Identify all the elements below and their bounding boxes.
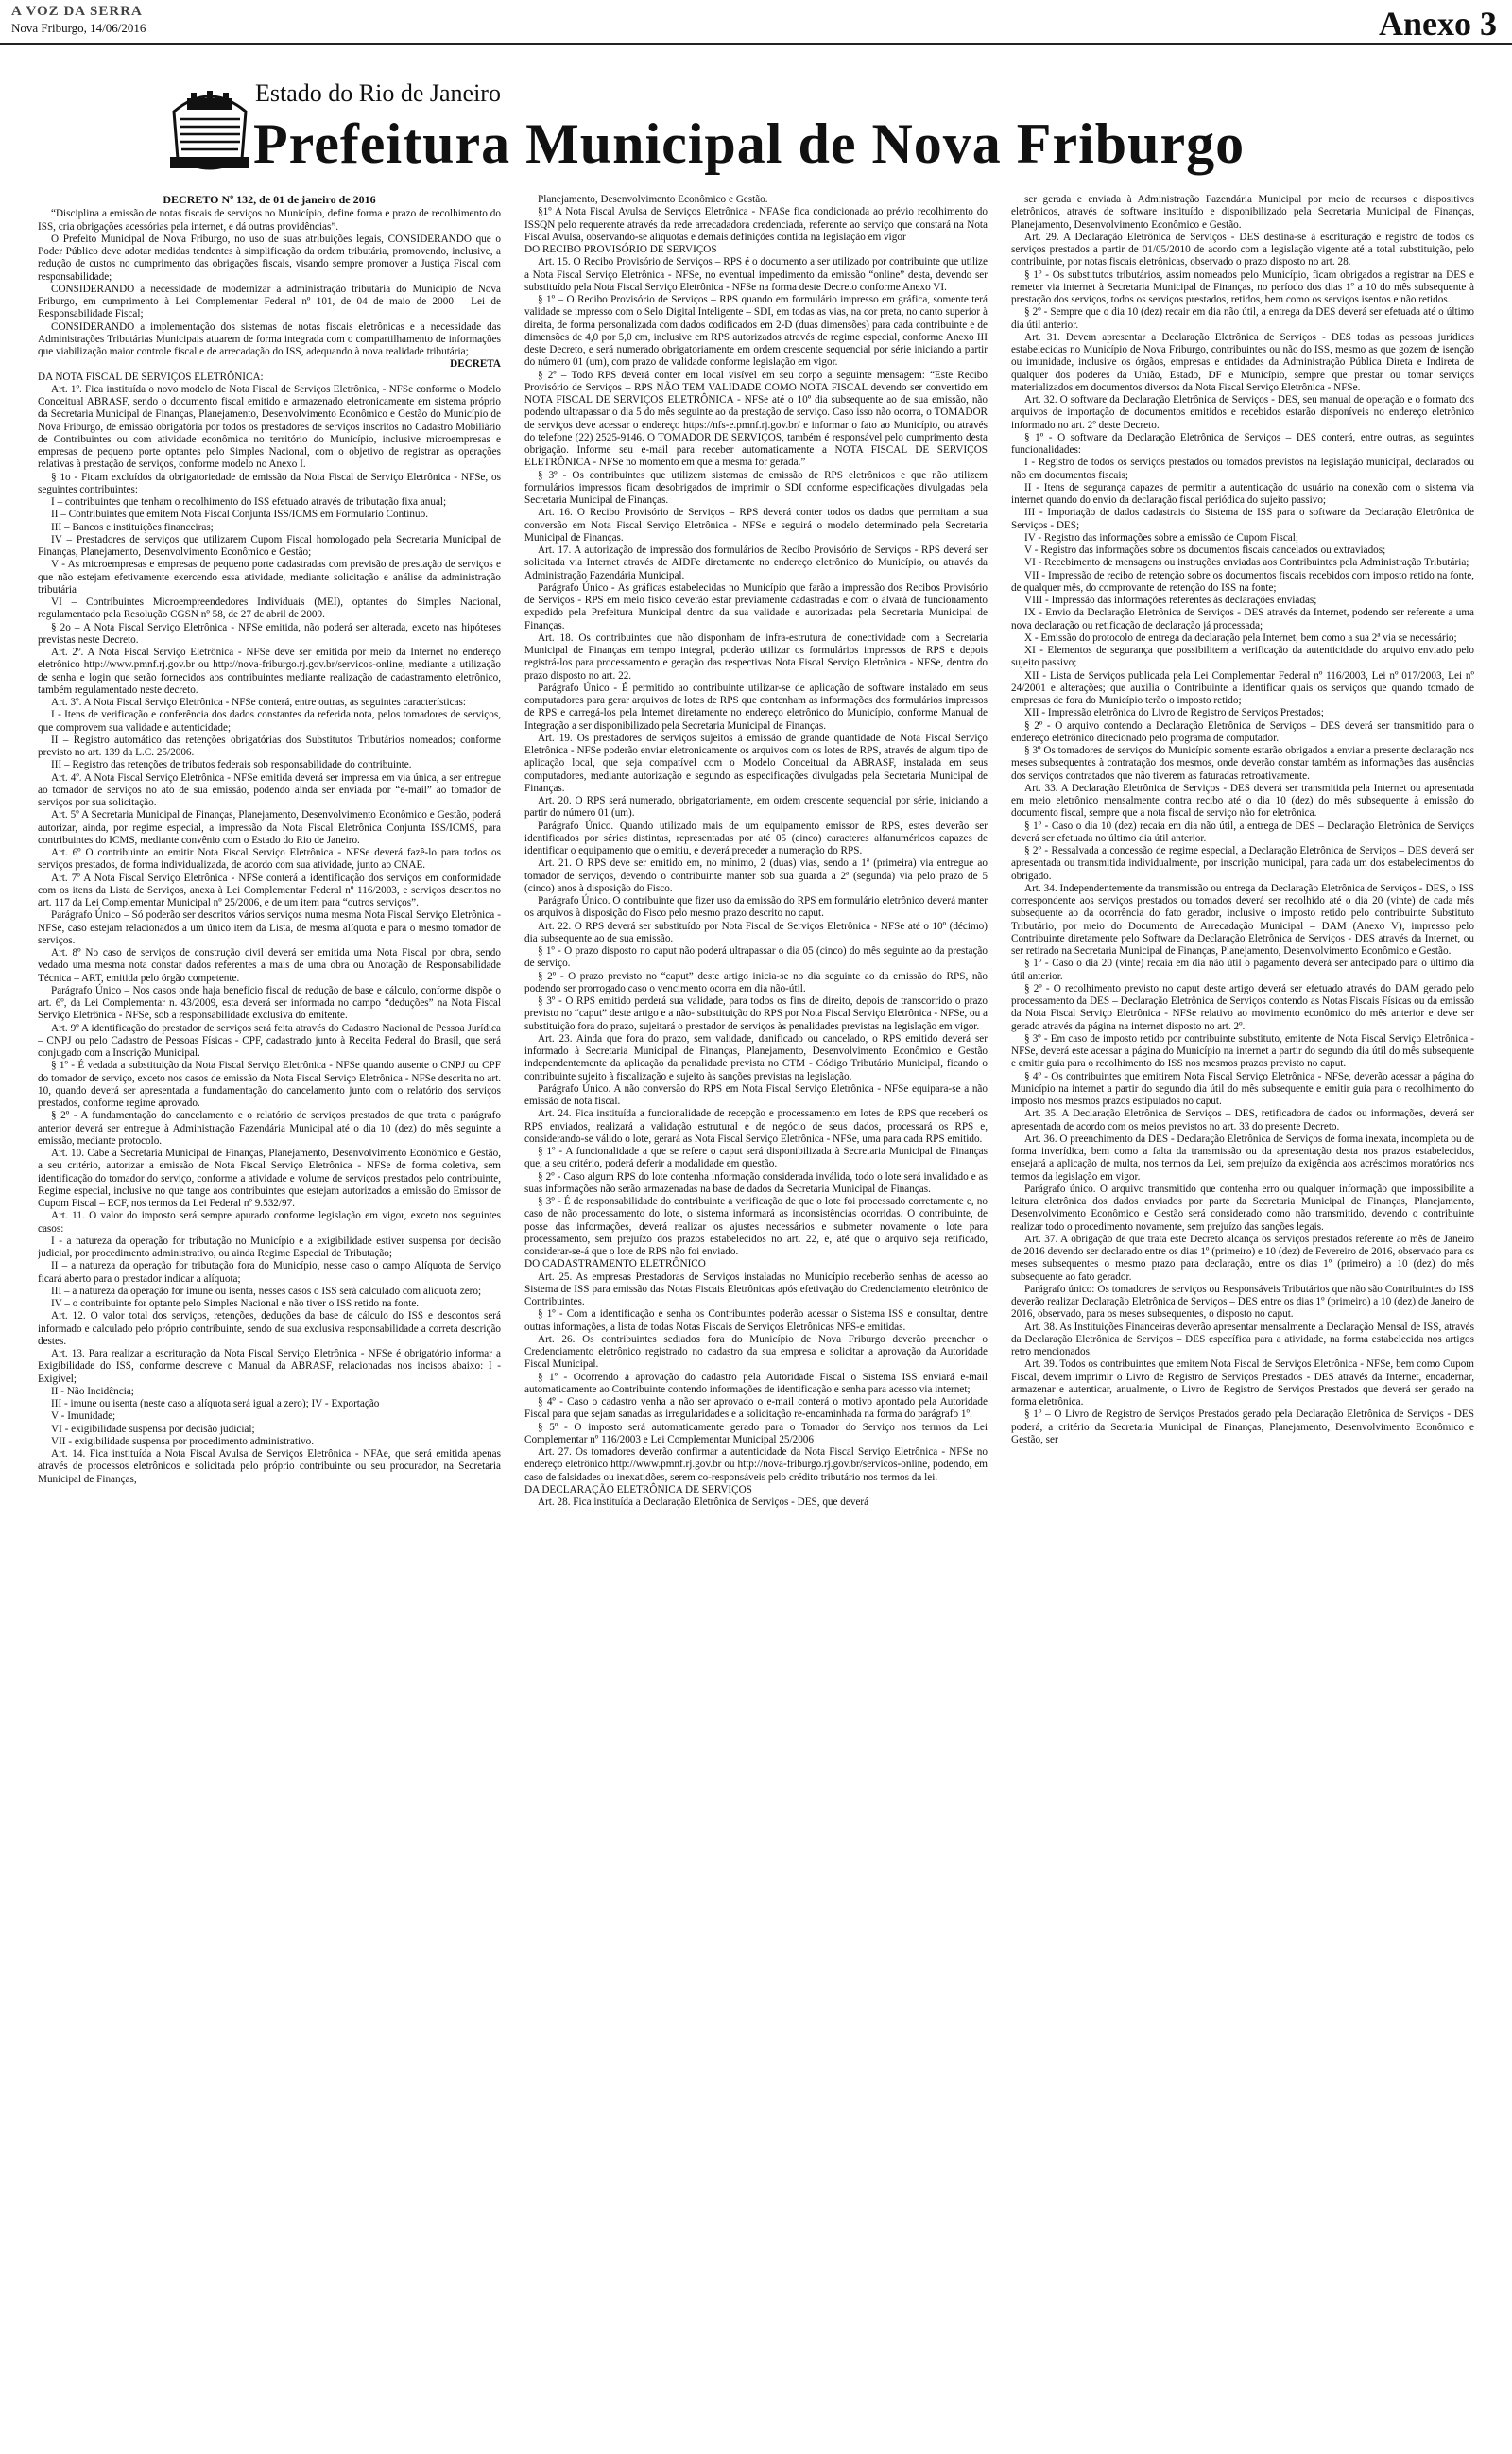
paragraph: DECRETA — [450, 358, 501, 371]
text-column-3 — [1011, 194, 1474, 2444]
page-title: Prefeitura Municipal de Nova Friburgo — [253, 112, 1246, 175]
paragraph: § 1º - É vedada a substituição da Nota Fiscal Serviço Eletrônica - NFSe quando ausente o CNPJ ou CPF do tomador de serviço, exceto nos casos de emissão da Nota Fiscal Serviço Eletrônica - NFSe descrita no art. 10, quando deverá ser apresentada a fundamentação do cancelamento junto com o relatório dos serviços prestados, conforme regime aprovado. — [38, 1060, 501, 1109]
paragraph: Parágrafo Único. A não conversão do RPS em Nota Fiscal Serviço Eletrônica - NFSe equipara-se a não emissão de nota fiscal. — [524, 1082, 988, 1107]
city-seal-icon — [166, 83, 253, 178]
paragraph: II - Itens de segurança capazes de permitir a autenticação do usuário na conexão com o sistema via internet quando do envio da declaração fiscal periódica do sujeito passivo; — [1011, 481, 1474, 506]
paragraph: Parágrafo Único - É permitido ao contribuinte utilizar-se de aplicação de software instalado em seus computadores para gerar arquivos de lotes de RPS que contenham as informações dos formulários impressos de RPS e carregá-los pela Internet diretamente no endereço eletrônico do Município, conforme Manual de Integração a ser disponibilizado pela Secretaria Municipal de Finanças. — [524, 682, 988, 732]
paragraph: Art. 16. O Recibo Provisório de Serviços – RPS deverá conter todos os dados que permitam a sua conversão em Nota Fiscal Serviço Eletrônica - NFSe e seguirá o modelo determinado pela Secretaria Municipal de Finanças. — [524, 507, 988, 544]
paragraph: II – Contribuintes que emitem Nota Fiscal Conjunta ISS/ICMS em Formulário Contínuo. — [51, 509, 428, 521]
paragraph: Parágrafo Único - As gráficas estabelecidas no Município que farão a impressão dos Recibos Provisório de Serviços - RPS em meio físico deverão estar previamente cadastradas e com o alvará de funcionamento expedido pela Prefeitura Municipal dentro da sua validade e autorizadas pela Secretaria Municipal de Finanças. — [524, 581, 988, 631]
paragraph: Art. 39. Todos os contribuintes que emitem Nota Fiscal de Serviços Eletrônica - NFSe, bem como Cupom Fiscal, devem imprimir o Livro de Registro de Serviços Prestados - DES através da Internet, encadernar, armazenar e autenticar, anualmente, o Livro de Registro de Serviços Prestados que deverá ser gerado na forma eletrônica. — [1011, 1358, 1474, 1408]
paragraph: § 2o – A Nota Fiscal Serviço Eletrônica - NFSe emitida, não poderá ser alterada, exceto nas hipóteses previstas neste Decreto. — [38, 621, 501, 646]
paragraph: § 1º - A funcionalidade a que se refere o caput será disponibilizada à Secretaria Municipal de Finanças que, a seu critério, poderá deferir a modalidade em questão. — [524, 1146, 988, 1170]
paragraph: IX - Envio da Declaração Eletrônica de Serviços - DES através da Internet, podendo ser referente a uma nova declaração ou retificação de declaração já processada; — [1011, 607, 1474, 631]
paragraph: VII - exigibilidade suspensa por procedimento administrativo. — [51, 1435, 315, 1447]
paragraph: Art. 6º O contribuinte ao emitir Nota Fiscal Serviço Eletrônica - NFSe deverá fazê-lo para todos os serviços prestados, de forma individualizada, de acordo com sua atividade, junto ao CNAE. — [38, 847, 501, 872]
paragraph: Art. 35. A Declaração Eletrônica de Serviços – DES, retificadora de dados ou informações, deverá ser apresentada de acordo com os meios previstos no art. 33 do presente Decreto. — [1011, 1108, 1474, 1132]
paragraph: I - Itens de verificação e conferência dos dados constantes da referida nota, pelos tomadores de serviços, que comprovem sua validade e autenticidade; — [38, 709, 501, 734]
paragraph: Art. 3º. A Nota Fiscal Serviço Eletrônica - NFSe conterá, entre outras, as seguintes características: — [51, 697, 467, 708]
paragraph: III – a natureza da operação for imune ou isenta, nesses casos o ISS será calculado com alíquota zero; — [51, 1285, 482, 1297]
paragraph: Art. 25. As empresas Prestadoras de Serviços instaladas no Município receberão senhas de acesso ao Sistema de ISS para emissão das Notas Fiscais Eletrônicas após efetivação do Credenciamento eletrônico de Contribuintes. — [524, 1270, 988, 1307]
paragraph: § 1º - Os substitutos tributários, assim nomeados pelo Município, ficam obrigados a registrar na DES e remeter via internet à Secretaria Municipal de Finanças, no período dos dias 1º a 10 do mês subsequente à prestação dos serviços, todos os serviços prestados, retidos, bem como os serviços isentos e não retidos. — [1011, 268, 1474, 305]
paragraph: Art. 5º A Secretaria Municipal de Finanças, Planejamento, Desenvolvimento Econômico e Gestão, poderá autorizar, ainda, por regime especial, a impressão da Nota Fiscal Eletrônica Conjunta ISS/ICMS, para contribuintes do ICMS, mediante convênio com o Estado do Rio de Janeiro. — [38, 809, 501, 846]
paragraph: Planejamento, Desenvolvimento Econômico e Gestão. — [538, 194, 768, 205]
paragraph: Art. 24. Fica instituída a funcionalidade de recepção e processamento em lotes de RPS que receberá os RPS enviados, realizará a validação estrutural e de negócio de seus dados, processará os RPS e, considerando-se válido o lote, gerará as Nota Fiscal Serviço Eletrônica - NFSe, uma para cada RPS emitido. — [524, 1108, 988, 1145]
paragraph: § 4º - Caso o cadastro venha a não ser aprovado o e-mail conterá o motivo apontado pela Autoridade Fiscal para que sejam sanadas as irregularidades e a solicitação re-encaminhada na forma do parágrafo 1º. — [524, 1396, 988, 1421]
newspaper-name: A VOZ DA SERRA — [11, 4, 143, 19]
paragraph: IV – Prestadores de serviços que utilizarem Cupom Fiscal homologado pela Secretaria Municipal de Finanças, Planejamento, Desenvolvimento Econômico e Gestão; — [38, 533, 501, 558]
paragraph: Art. 32. O software da Declaração Eletrônica de Serviços - DES, seu manual de operação e o formato dos arquivos de importação de documentos emitidos e recebidos estarão disponíveis no endereço eletrônico informado no art. 2º deste Decreto. — [1011, 394, 1474, 431]
paragraph: Parágrafo Único – Só poderão ser descritos vários serviços numa mesma Nota Fiscal Serviço Eletrônica - NFSe, caso estejam relacionados a um único item da Lista, de mesma alíquota e para o mesmo tomador de serviços. — [38, 909, 501, 946]
paragraph: II – Registro automático das retenções obrigatórias dos Substitutos Tributários nomeados; conforme previsto no art. 139 da L.C. 25/2006. — [38, 734, 501, 758]
paragraph: XII - Lista de Serviços publicada pela Lei Complementar Federal nº 116/2003, Lei nº 017/2003, Lei nº 24/2001 e alterações; que auxilia o Contribuinte a identificar quais os serviços que quando tomado de empresas de fora do Município terão o imposto retido; — [1011, 669, 1474, 706]
paragraph: § 1º - O prazo disposto no caput não poderá ultrapassar o dia 05 (cinco) do mês seguinte ao da prestação de serviço. — [524, 945, 988, 970]
paragraph: VI - exigibilidade suspensa por decisão judicial; — [51, 1423, 255, 1435]
section-heading: DO CADASTRAMENTO ELETRÔNICO — [524, 1258, 706, 1270]
paragraph: II - Não Incidência; — [51, 1385, 134, 1397]
paragraph: ser gerada e enviada à Administração Fazendária Municipal por meio de recursos e dispositivos eletrônicos, através de software instituído e disponibilizado pela Secretaria Municipal de Finanças, Planejamento, Desenvolvimento Econômico e Gestão. — [1011, 194, 1474, 231]
paragraph: Art. 19. Os prestadores de serviços sujeitos à emissão de grande quantidade de Nota Fiscal Serviço Eletrônica - NFSe poderão enviar eletronicamente os arquivos com os lotes de RPS, através de algum tipo de aplicação local, que seja compatível com o Modelo Conceitual da ABRASF, instalada em seus computadores, mediante autorização e segundo as especificações divulgadas pela Secretaria Municipal de Finanças. — [524, 732, 988, 794]
paragraph: § 2º - A fundamentação do cancelamento e o relatório de serviços prestados de que trata o parágrafo anterior deverá ser entregue à Administração Fazendária Municipal até o dia 10 (dez) do mês seguinte a emissão, mediante protocolo. — [38, 1110, 501, 1147]
paragraph: Parágrafo único: Os tomadores de serviços ou Responsáveis Tributários que não são Contribuintes do ISS deverão realizar Declaração Eletrônica de Serviços – DES entre os dias 1º (primeiro) a 10 (dez) de Janeiro de 2016, observado, para os meses subsequentes, o disposto no caput. — [1011, 1283, 1474, 1321]
paragraph: § 1º - Ocorrendo a aprovação do cadastro pela Autoridade Fiscal o Sistema ISS enviará e-mail automaticamente ao Contribuinte contendo informações de identificação e senha para acesso via internet; — [524, 1371, 988, 1395]
masthead — [0, 0, 1512, 45]
paragraph: Art. 37. A obrigação de que trata este Decreto alcança os serviços prestados referente ao mês de Janeiro de 2016 devendo ser declarado entre os dias 1º (primeiro) e 10 (dez) de Fevereiro de 2016, observado para os meses subsequentes o mesmo prazo para declaração, entre os dias 1º (primeiro) a 10 (dez) do mês subsequente ao fato gerador. — [1011, 1233, 1474, 1283]
paragraph: Art. 9º A identificação do prestador de serviços será feita através do Cadastro Nacional de Pessoa Jurídica – CNPJ ou pelo Cadastro de Pessoas Físicas - CPF, cadastrado junto à Receita Federal do Brasil, que será conjugado com a Inscrição Municipal. — [38, 1022, 501, 1059]
paragraph: Art. 36. O preenchimento da DES - Declaração Eletrônica de Serviços de forma inexata, incompleta ou de forma inverídica, bem como a falta da transmissão ou da apresentação desta nos prazos estabelecidos, ensejará a aplicação de multa, nos termos da Lei, sem prejuízo da exigência aos acréscimos moratórios nos termos da legislação em vigor. — [1011, 1132, 1474, 1183]
paragraph: Art. 17. A autorização de impressão dos formulários de Recibo Provisório de Serviços - RPS deverá ser solicitada via Internet através de AIDFe diretamente no endereço eletrônico do Município, ou através da Administração Fazendária Municipal. — [524, 544, 988, 581]
paragraph: § 1o - Ficam excluídos da obrigatoriedade de emissão da Nota Fiscal de Serviço Eletrônica - NFSe, os seguintes contribuintes: — [38, 471, 501, 495]
paragraph: § 2º - O recolhimento previsto no caput deste artigo deverá ser efetuado através do DAM gerado pelo processamento da DES – Declaração Eletrônica de Serviços contendo as Notas Fiscais Físicas ou da emissão da Nota Fiscal Serviço Eletrônica - NFSe relativo ao movimento econômico do mês anterior e deve ser gerado através da página na internet disposto no art. 2º. — [1011, 982, 1474, 1032]
section-heading: DA NOTA FISCAL DE SERVIÇOS ELETRÔNICA: — [38, 371, 264, 383]
paragraph: VIII - Impressão das informações referentes às declarações enviadas; — [1024, 595, 1317, 606]
paragraph: I - Registro de todos os serviços prestados ou tomados previstos na legislação municipal, declarados ou não em documentos fiscais; — [1011, 457, 1474, 481]
paragraph: VI - Recebimento de mensagens ou instruções enviadas aos Contribuintes pela Administração Tributária; — [1024, 557, 1469, 569]
paragraph: V - Imunidade; — [51, 1410, 116, 1423]
paragraph: VI – Contribuintes Microempreendedores Individuais (MEI), optantes do Simples Nacional, regulamentado pela Resolução CGSN nº 58, de 27 de abril de 2009. — [38, 596, 501, 621]
paragraph: Parágrafo Único – Nos casos onde haja benefício fiscal de redução de base e cálculo, conforme dispõe o art. 6º, da Lei Complementar n. 43/2009, esta deverá ser informada no campo “deduções” na Nota Fiscal Serviço Eletrônica - NFSe, sob a responsabilidade exclusiva do emitente. — [38, 984, 501, 1022]
paragraph: Art. 38. As Instituições Financeiras deverão apresentar mensalmente a Declaração Mensal de ISS, através da Declaração Eletrônica de Serviços – DES específica para a atividade, na forma estabelecida nos artigos retro mencionados. — [1011, 1321, 1474, 1357]
paragraph: Art. 29. A Declaração Eletrônica de Serviços - DES destina-se à escrituração e registro de todos os serviços prestados a partir de 01/05/2010 de acordo com a legislação vigente até a total substituição, pelo contribuinte, por notas fiscais eletrônicas, observado o prazo disposto no art. 28. — [1011, 231, 1474, 268]
paragraph: § 1º - O software da Declaração Eletrônica de Serviços – DES conterá, entre outras, as seguintes funcionalidades: — [1011, 431, 1474, 456]
paragraph: I - a natureza da operação for tributação no Município e a exigibilidade estiver suspensa por decisão judicial, por procedimento administrativo, ou ainda Regime Especial de Tributação; — [38, 1235, 501, 1259]
date-line: Nova Friburgo, 14/06/2016 — [11, 21, 146, 35]
paragraph: Art. 15. O Recibo Provisório de Serviços – RPS é o documento a ser utilizado por contribuinte que utilize a Nota Fiscal Serviço Eletrônica - NFSe, no eventual impedimento da emissão “online” desta, devendo ser substituído pela Nota Fiscal Serviço Eletrônica - NFSe na forma deste Decreto conforme Anexo VI. — [524, 256, 988, 293]
paragraph: Art. 21. O RPS deve ser emitido em, no mínimo, 2 (duas) vias, sendo a 1ª (primeira) via entregue ao tomador de serviços, devendo o contribuinte manter sob sua guarda a 2ª (segunda) via pelo prazo de 5 (cinco) anos à disposição do Fisco. — [524, 857, 988, 894]
paragraph: § 1º - Caso o dia 10 (dez) recaia em dia não útil, a entrega de DES – Declaração Eletrônica de Serviços deverá ser efetuada no último dia útil anterior. — [1011, 820, 1474, 844]
paragraph: Art. 14. Fica instituída a Nota Fiscal Avulsa de Serviços Eletrônica - NFAe, que será emitida apenas através de processos eletrônicos e solicitada pelo próprio contribuinte ou seu procurador, na Secretaria Municipal de Finanças, — [38, 1448, 501, 1485]
paragraph: Art. 34. Independentemente da transmissão ou entrega da Declaração Eletrônica de Serviços - DES, o ISS correspondente aos serviços prestados ou tomados deverá ser recolhido até o dia 20 (vinte) de cada mês subsequente ao da ocorrência do fato gerador, inclusive o imposto retido pelo contribuinte Substituto Tributário, por meio do Documento de Arrecadação Municipal – DAM (Anexo V), impresso pelo Contribuinte diretamente pelo Software da Declaração Eletrônica de Serviços - DES através da Internet, ou ser retirado na Secretaria Municipal de Finanças, Planejamento, Desenvolvimento Econômico e Gestão. — [1011, 882, 1474, 957]
paragraph: X - Emissão do protocolo de entrega da declaração pela Internet, bem como a sua 2ª via se necessário; — [1024, 631, 1457, 644]
paragraph: § 3º - Em caso de imposto retido por contribuinte substituto, emitente de Nota Fiscal Serviço Eletrônica - NFSe, deverá este acessar a página do Município na internet a partir do segundo dia útil do mês subsequente e emitir guia para o recolhimento do ISS nos mesmos prazos previsto no caput. — [1011, 1032, 1474, 1070]
paragraph: Art. 13. Para realizar a escrituração da Nota Fiscal Serviço Eletrônica - NFSe é obrigatório informar a Exigibilidade do ISS, conforme descreve o Manual da ABRASF, relacionadas nos incisos abaixo: I - Exigível; — [38, 1348, 501, 1385]
paragraph: Art. 4º. A Nota Fiscal Serviço Eletrônica - NFSe emitida deverá ser impressa em via única, a ser entregue ao tomador de serviços no ato de sua emissão, podendo ainda ser enviada por “e-mail” ao tomador de serviços por sua solicitação. — [38, 771, 501, 808]
paragraph: Parágrafo Único. Quando utilizado mais de um equipamento emissor de RPS, estes deverão ser identificados por séries distintas, representadas por até 05 (cinco) caracteres alfanuméricos capazes de identificar o equipamento que o emitiu, e deverá preceder a numeração do RPS. — [524, 820, 988, 856]
paragraph: §1º A Nota Fiscal Avulsa de Serviços Eletrônica - NFASe fica condicionada ao prévio recolhimento do ISSQN pelo requerente através da rede arrecadadora credenciada, referente ao serviço que constará na Nota Fiscal Avulsa, observando-se alíquotas e demais definições contida na legislação em vigor — [524, 206, 988, 243]
paragraph: III - Importação de dados cadastrais do Sistema de ISS para o software da Declaração Eletrônica de Serviços - DES; — [1011, 507, 1474, 531]
paragraph: Art. 11. O valor do imposto será sempre apurado conforme legislação em vigor, exceto nos seguintes casos: — [38, 1210, 501, 1235]
text-column-2 — [524, 194, 988, 2444]
annex-label: Anexo 3 — [1379, 5, 1497, 43]
paragraph: § 2º - O arquivo contendo a Declaração Eletrônica de Serviços – DES deverá ser transmitido para o endereço eletrônico direcionado pelo programa de computador. — [1011, 719, 1474, 744]
paragraph: Art. 8º No caso de serviços de construção civil deverá ser emitida uma Nota Fiscal por obra, sendo vedado uma mesma nota constar dados referentes a mais de uma obra ou Anotação de Responsabilidade Técnica – ART, emitida pelo órgão competente. — [38, 947, 501, 984]
paragraph: Art. 23. Ainda que fora do prazo, sem validade, danificado ou cancelado, o RPS emitido deverá ser informado à Secretaria Municipal de Finanças, Planejamento, Desenvolvimento Econômico e Gestão independentemente da aplicação da penalidade prevista no CTM - Código Tributário Municipal, ficando o contribuinte sujeito à fiscalização e sujeito às sanções previstas na legislação. — [524, 1032, 988, 1082]
paragraph: Parágrafo único. O arquivo transmitido que contenha erro ou qualquer informação que impossibilite a leitura eletrônica dos dados enviados por parte da Secretaria Municipal de Finanças, Planejamento, Desenvolvimento Econômico e Gestão será considerado como não transmitido, devendo o contribuinte realizar todo o procedimento novamente, sem prejuízo das sanções legais. — [1011, 1183, 1474, 1233]
paragraph: V - As microempresas e empresas de pequeno porte cadastradas com previsão de prestação de serviços e que não estejam efetivamente exercendo essa atividade, mediante solicitação e análise da administração tributária — [38, 559, 501, 596]
paragraph: § 1º – O Recibo Provisório de Serviços – RPS quando em formulário impresso em gráfica, somente terá validade se impresso com o Selo Digital Inteligente – SDI, em todas as vias, na cor preta, no canto superior à direita, de forma personalizada com dados codificados em 2-D (duas dimensões) para cada contribuinte e de dimensões de 4,0 por 5,0 cm, inclusive em RPS autorizados através de regime especial, conforme Anexo III deste Decreto, e será numerado obrigatoriamente em ordem crescente sequencial por série iniciando a partir do número 01 (um), com prazo de validade conforme legislação em vigor. — [524, 294, 988, 369]
paragraph: Art. 27. Os tomadores deverão confirmar a autenticidade da Nota Fiscal Serviço Eletrônica - NFSe no endereço eletrônico http://www.pmnf.rj.gov.br ou http://nova-friburgo.rj.gov.br/servicos-online, podendo, em caso de falsidades ou inexatidões, serem co-responsáveis pelo crédito tributário nos termos da lei. — [524, 1446, 988, 1483]
paragraph: § 2º - Sempre que o dia 10 (dez) recair em dia não útil, a entrega da DES deverá ser efetuada até o último dia útil anterior. — [1011, 306, 1474, 331]
text-column-1 — [38, 194, 501, 2444]
paragraph: Art. 18. Os contribuintes que não disponham de infra-estrutura de conectividade com a Secretaria Municipal de Finanças em tempo integral, poderão utilizar os formulários impressos de RPS e depois registrá-los para processamento e geração das respectivas Nota Fiscal Serviço Eletrônica - NFSe, dentro do prazo disposto no art. 22. — [524, 631, 988, 682]
paragraph: Art. 20. O RPS será numerado, obrigatoriamente, em ordem crescente sequencial por série, iniciando a partir do número 01 (um). — [524, 795, 988, 820]
paragraph: I – contribuintes que tenham o recolhimento do ISS efetuado através de tributação fixa anual; — [51, 496, 447, 508]
paragraph: § 4º - Os contribuintes que emitirem Nota Fiscal Serviço Eletrônica - NFSe, deverão acessar a página do Município na internet a partir do segundo dia útil do mês subsequente e emitir guia para o recolhimento do imposto nos mesmos prazos estipulados no caput. — [1011, 1070, 1474, 1107]
paragraph: Art. 33. A Declaração Eletrônica de Serviços - DES deverá ser transmitida pela Internet ou apresentada em meio eletrônico mensalmente contra recibo até o dia 10 (dez) do mês subsequente à emissão do documento fiscal, sempre que a nota fiscal de serviço não for eletrônica. — [1011, 782, 1474, 820]
paragraph: § 2º - Caso algum RPS do lote contenha informação considerada inválida, todo o lote será invalidado e as suas informações não serão armazenadas na base de dados da Secretaria Municipal de Finanças. — [524, 1170, 988, 1195]
paragraph: Art. 31. Devem apresentar a Declaração Eletrônica de Serviços - DES todas as pessoas jurídicas estabelecidas no Município de Nova Friburgo, contribuintes ou não do ISS, mesmo as que gozem de isenção ou imunidade, inclusive os órgãos, empresas e entidades da Administração Pública Direta e Indireta de qualquer dos poderes da União, Estado, DF e Município, sempre que prestar ou tomar serviços materializados em documentos diversos da Nota Fiscal Serviço Eletrônica - NFSe. — [1011, 331, 1474, 393]
paragraph: II – a natureza da operação for tributação fora do Município, nesse caso o campo Alíquota de Serviço ficará aberto para o prestador indicar a alíquota; — [38, 1260, 501, 1285]
paragraph: § 1º – O Livro de Registro de Serviços Prestados gerado pela Declaração Eletrônica de Serviços - DES poderá, a critério da Secretaria Municipal de Finanças, Planejamento, Desenvolvimento Econômico e Gestão, ser — [1011, 1408, 1474, 1445]
paragraph: III – Bancos e instituições financeiras; — [51, 521, 214, 533]
section-heading: DO RECIBO PROVISÓRIO DE SERVIÇOS — [524, 244, 717, 255]
paragraph: Art. 2º. A Nota Fiscal Serviço Eletrônica - NFSe deve ser emitida por meio da Internet no endereço eletrônico http://www.pmnf.rj.gov.br ou http://nova-friburgo.rj.gov.br/servicos-online, mediante a utilização de senha e login que serão fornecidos aos contribuintes mediante realização de cadastramento eletrônico, também regulamentado neste decreto. — [38, 647, 501, 696]
section-heading: DA DECLARAÇÃO ELETRÔNICA DE SERVIÇOS — [524, 1483, 752, 1495]
paragraph: CONSIDERANDO a necessidade de modernizar a administração tributária do Município de Nova Friburgo, em cumprimento à Lei Complementar Federal nº 101, de 04 de maio de 2000 – Lei de Responsabilidade Fiscal; — [38, 283, 501, 320]
paragraph: IV - Registro das informações sobre a emissão de Cupom Fiscal; — [1024, 531, 1298, 544]
paragraph: § 3º Os tomadores de serviços do Município somente estarão obrigados a enviar a presente declaração nos meses subsequentes à contratação dos mesmos, onde deverão constar também as informações das ausências dos serviços contratados que não tiverem as faturadas retroativamente. — [1011, 745, 1474, 782]
paragraph: Art. 22. O RPS deverá ser substituído por Nota Fiscal de Serviços Eletrônica - NFSe até o 10º (décimo) dia subsequente ao de sua emissão. — [524, 920, 988, 944]
paragraph: Art. 26. Os contribuintes sediados fora do Município de Nova Friburgo deverão preencher o Credenciamento eletrônico registrado no cadastro da sua empresa e solicitar a aprovação da Autoridade Fiscal Municipal. — [524, 1333, 988, 1371]
paragraph: Art. 10. Cabe a Secretaria Municipal de Finanças, Planejamento, Desenvolvimento Econômico e Gestão, a seu critério, autorizar a emissão de Nota Fiscal Serviço Eletrônica - NFSe de forma coletiva, sem identificação do tomador do serviço, conforme a atividade e volume de serviços prestados pelo contribuinte, Regime especial, inclusive no que tange aos contribuintes que estejam autorizados a emissão do Emissor de Cupom Fiscal – ECF, nos termos da Lei Federal nº 9.532/97. — [38, 1148, 501, 1209]
paragraph: O Prefeito Municipal de Nova Friburgo, no uso de suas atribuições legais, CONSIDERANDO que o Poder Público deve adotar medidas tendentes à simplificação da ordem tributária, promovendo, inclusive, a redução de custos no cumprimento das obrigações fiscais, visando sempre promover a Justiça Fiscal com responsabilidade; — [38, 233, 501, 283]
state-name: Estado do Rio de Janeiro — [255, 79, 501, 107]
paragraph: § 2º – Todo RPS deverá conter em local visível em seu corpo a seguinte mensagem: “Este Recibo Provisório de Serviços – RPS NÃO TEM VALIDADE COMO NOTA FISCAL devendo ser convertido em NOTA FISCAL DE SERVIÇOS ELETRÔNICA - NFSe até o 10º dia subsequente ao de sua emissão, não podendo ultrapassar o dia 5 do mês seguinte ao da prestação de serviço. Caso isso não ocorra, o TOMADOR de serviços deve acessar o endereço https://nfs-e.pmnf.rj.gov.br/ e informar o fato ao Município, ou através do telefone (22) 2525-9146. O TOMADOR DE SERVIÇOS, também é responsável pelo cumprimento desta obrigação. Informe seu e-mail para receber automaticamente a NOTA FISCAL DE SERVIÇOS ELETRÔNICA - NFSe no momento em que a mesma for gerada.” — [524, 369, 988, 469]
paragraph: CONSIDERANDO a implementação dos sistemas de notas fiscais eletrônicas e a necessidade das Administrações Tributárias Municipais atuarem de forma integrada com o compartilhamento de informações que viabilização maior controle fiscal e de arrecadação do ISS, adequando à nova realidade tributária; — [38, 320, 501, 357]
paragraph: III – Registro das retenções de tributos federais sob responsabilidade do contribuinte. — [51, 759, 412, 771]
paragraph: XII - Impressão eletrônica do Livro de Registro de Serviços Prestados; — [1024, 707, 1324, 719]
paragraph: § 3º - O RPS emitido perderá sua validade, para todos os fins de direito, depois de transcorrido o prazo previsto no “caput” deste artigo e a não- substituição do RPS por Nota Fiscal Serviço Eletrônica - NFSe, ou a substituição fora do prazo, sujeitará o prestador de serviços às penalidades previstas na legislação em vigor. — [524, 995, 988, 1032]
paragraph: § 1º - Caso o dia 20 (vinte) recaia em dia não útil o pagamento deverá ser antecipado para o último dia útil anterior. — [1011, 958, 1474, 982]
paragraph: XI - Elementos de segurança que possibilitem a verificação da autenticidade do arquivo enviado pelo sujeito passivo; — [1011, 645, 1474, 669]
paragraph: § 3º - É de responsabilidade do contribuinte a verificação de que o lote foi processado corretamente e, no caso de não processamento do lote, o sistema informará as inconsistências ocorridas. O contribuinte, de posse das informações, deverá realizar os ajustes necessários e submeter novamente o lote para processamento, sem prejuízo dos prazos estabelecidos no art. 22, e, até que o arquivo seja retificado, considerar-se-á que o lote de RPS não foi enviado. — [524, 1196, 988, 1257]
paragraph: “Disciplina a emissão de notas fiscais de serviços no Município, define forma e prazo de recolhimento do ISS, cria obrigações acessórias pela internet, e dá outras providências”. — [38, 208, 501, 233]
paragraph: Art. 1º. Fica instituída o novo modelo de Nota Fiscal de Serviços Eletrônica, - NFSe conforme o Modelo Conceitual ABRASF, sendo o documento fiscal emitido e armazenado eletronicamente em sistema próprio da Secretaria Municipal de Finanças, Planejamento, Desenvolvimento Econômico e Gestão do Município de Nova Friburgo, de emissão obrigatória por todos os prestadores de serviços inscritos no Cadastro Mobiliário de Contribuintes ou com atividade econômica no território do Município, inclusive microempresas e empresas de pequeno porte optantes pelo Simples Nacional, com o objetivo de registrar as operações relativas à prestação de serviços, conforme modelo no Anexo I. — [38, 383, 501, 471]
paragraph: § 3º - Os contribuintes que utilizem sistemas de emissão de RPS eletrônicos e que não utilizem formulários impressos ficam desobrigados de imprimir o SDI conforme especificações divulgadas pela Secretaria Municipal de Finanças. — [524, 469, 988, 506]
paragraph: § 2º - O prazo previsto no “caput” deste artigo inicia-se no dia seguinte ao da emissão do RPS, não podendo ser prorrogado caso o vencimento ocorra em dia não-útil. — [524, 970, 988, 994]
paragraph: Art. 28. Fica instituída a Declaração Eletrônica de Serviços - DES, que deverá — [538, 1496, 869, 1508]
paragraph: IV – o contribuinte for optante pelo Simples Nacional e não tiver o ISS retido na fonte. — [51, 1298, 420, 1309]
paragraph: § 5º - O imposto será automaticamente gerado para o Tomador do Serviço nos termos da Lei Complementar nº 116/2003 e Lei Complementar Municipal 25/2006 — [524, 1421, 988, 1445]
paragraph: V - Registro das informações sobre os documentos fiscais cancelados ou extraviados; — [1024, 544, 1386, 556]
paragraph: VII - Impressão de recibo de retenção sobre os documentos fiscais recebidos com imposto retido na fonte, de qualquer mês, do comprovante de retenção do ISS na fonte; — [1011, 569, 1474, 594]
paragraph: § 1º - Com a identificação e senha os Contribuintes poderão acessar o Sistema ISS e consultar, dentre outras informações, a lista de todas Notas Fiscais de Serviços Eletrônicas NFS-e emitidas. — [524, 1308, 988, 1333]
decree-title: DECRETO Nº 132, de 01 de janeiro de 2016 — [163, 194, 376, 206]
decree-body — [38, 194, 1474, 2444]
paragraph: Art. 12. O valor total dos serviços, retenções, deduções da base de cálculo do ISS e descontos será informado e calculado pelo próprio contribuinte, sendo de sua exclusiva responsabilidade a correta descrição destes. — [38, 1310, 501, 1347]
paragraph: Parágrafo Único. O contribuinte que fizer uso da emissão do RPS em formulário eletrônico deverá manter os arquivos à disposição do Fisco pelo mesmo prazo descrito no caput. — [524, 895, 988, 920]
paragraph: Art. 7º A Nota Fiscal Serviço Eletrônica - NFSe conterá a identificação dos serviços em conformidade com os itens da Lista de Serviços, anexa à Lei Complementar Federal nº 116/2003, e serviços descritos no art. 117 da Lei Complementar Municipal nº 25/2006, e de um item para “outros serviços”. — [38, 872, 501, 908]
paragraph: III - imune ou isenta (neste caso a alíquota será igual a zero); IV - Exportação — [51, 1398, 380, 1409]
paragraph: § 2º - Ressalvada a concessão de regime especial, a Declaração Eletrônica de Serviços – DES deverá ser apresentada ou transmitida individualmente, por inscrição municipal, para cada um dos estabelecimentos do obrigado. — [1011, 845, 1474, 882]
